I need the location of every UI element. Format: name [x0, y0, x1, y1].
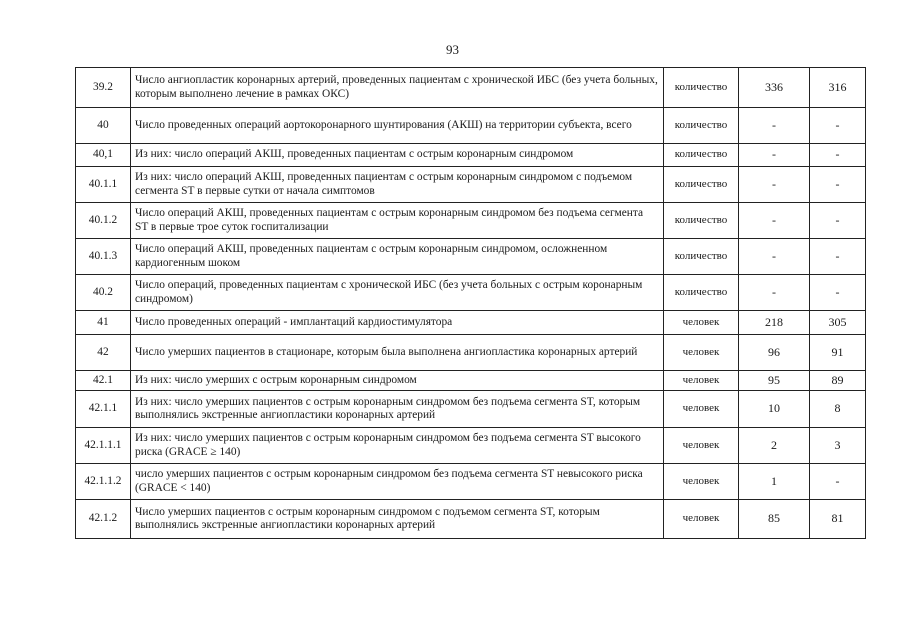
row-description-cell: Число операций АКШ, проведенных пациентам с острым коронарным синдромом, осложненном кардиогенным шоком — [131, 239, 664, 275]
row-description-cell: Число операций, проведенных пациентам с хронической ИБС (без учета больных с острым коронарным синдромом) — [131, 275, 664, 311]
row-description-cell: Из них: число умерших с острым коронарным синдромом — [131, 371, 664, 391]
table-row — [76, 500, 866, 539]
row-value-2-cell: 3 — [810, 428, 866, 464]
row-value-1-cell: 96 — [739, 335, 810, 371]
row-value-1-cell: - — [739, 239, 810, 275]
row-number-cell: 40.1.1 — [76, 167, 131, 203]
row-description-cell: Из них: число операций АКШ, проведенных пациентам с острым коронарным синдромом с подъемом сегмента ST в первые сутки от начала симптомов — [131, 167, 664, 203]
row-value-1-cell: - — [739, 144, 810, 167]
table-row — [76, 68, 866, 108]
row-value-2-cell: - — [810, 203, 866, 239]
row-value-1-cell: 85 — [739, 500, 810, 539]
row-unit-cell: человек — [664, 311, 739, 335]
row-value-2-cell: - — [810, 239, 866, 275]
row-number-cell: 42 — [76, 335, 131, 371]
table-row — [76, 203, 866, 239]
row-value-1-cell: 95 — [739, 371, 810, 391]
table-body — [76, 68, 866, 539]
row-number-cell: 40.1.2 — [76, 203, 131, 239]
row-value-1-cell: 1 — [739, 464, 810, 500]
row-value-1-cell: 2 — [739, 428, 810, 464]
table-row — [76, 167, 866, 203]
row-description-cell: Из них: число умерших пациентов с острым коронарным синдромом без подъема сегмента ST высокого риска (GRACE ≥ 140) — [131, 428, 664, 464]
row-number-cell: 41 — [76, 311, 131, 335]
row-unit-cell: количество — [664, 275, 739, 311]
row-value-2-cell: - — [810, 108, 866, 144]
table-row — [76, 239, 866, 275]
table-row — [76, 144, 866, 167]
row-unit-cell: человек — [664, 335, 739, 371]
row-number-cell: 40.1.3 — [76, 239, 131, 275]
row-value-1-cell: 10 — [739, 391, 810, 428]
row-value-2-cell: - — [810, 275, 866, 311]
row-value-2-cell: 89 — [810, 371, 866, 391]
row-description-cell: Из них: число операций АКШ, проведенных пациентам с острым коронарным синдромом — [131, 144, 664, 167]
row-unit-cell: количество — [664, 167, 739, 203]
row-number-cell: 42.1.2 — [76, 500, 131, 539]
row-description-cell: Число проведенных операций аортокоронарного шунтирования (АКШ) на территории субъекта, всего — [131, 108, 664, 144]
row-description-cell: Число ангиопластик коронарных артерий, проведенных пациентам с хронической ИБС (без учета больных, которым выполнено лечение в рамках ОКС) — [131, 68, 664, 108]
row-description-cell: Из них: число умерших пациентов с острым коронарным синдромом без подъема сегмента ST, которым выполнялись экстренные ангиопластики коронарных артерий — [131, 391, 664, 428]
row-value-2-cell: 81 — [810, 500, 866, 539]
row-number-cell: 40,1 — [76, 144, 131, 167]
row-value-2-cell: 8 — [810, 391, 866, 428]
row-unit-cell: человек — [664, 464, 739, 500]
row-unit-cell: человек — [664, 371, 739, 391]
row-unit-cell: человек — [664, 500, 739, 539]
row-number-cell: 40 — [76, 108, 131, 144]
row-value-1-cell: - — [739, 167, 810, 203]
row-value-1-cell: - — [739, 203, 810, 239]
indicators-table — [75, 67, 866, 539]
row-unit-cell: количество — [664, 239, 739, 275]
row-number-cell: 42.1.1.2 — [76, 464, 131, 500]
row-number-cell: 42.1.1.1 — [76, 428, 131, 464]
row-unit-cell: количество — [664, 68, 739, 108]
row-value-2-cell: - — [810, 464, 866, 500]
row-description-cell: Число умерших пациентов с острым коронарным синдромом с подъемом сегмента ST, которым выполнялись экстренные ангиопластики коронарных артерий — [131, 500, 664, 539]
row-description-cell: Число операций АКШ, проведенных пациентам с острым коронарным синдромом без подъема сегмента ST в первые трое суток госпитализации — [131, 203, 664, 239]
table-row — [76, 464, 866, 500]
table-row — [76, 428, 866, 464]
table-row — [76, 371, 866, 391]
row-description-cell: Число проведенных операций - имплантаций кардиостимулятора — [131, 311, 664, 335]
row-description-cell: Число умерших пациентов в стационаре, которым была выполнена ангиопластика коронарных артерий — [131, 335, 664, 371]
row-value-2-cell: - — [810, 144, 866, 167]
row-value-1-cell: - — [739, 275, 810, 311]
row-number-cell: 39.2 — [76, 68, 131, 108]
row-number-cell: 40.2 — [76, 275, 131, 311]
row-value-2-cell: 91 — [810, 335, 866, 371]
table-row — [76, 335, 866, 371]
row-value-2-cell: - — [810, 167, 866, 203]
table-row — [76, 311, 866, 335]
row-unit-cell: человек — [664, 391, 739, 428]
row-number-cell: 42.1.1 — [76, 391, 131, 428]
row-value-2-cell: 316 — [810, 68, 866, 108]
row-value-1-cell: 218 — [739, 311, 810, 335]
row-unit-cell: количество — [664, 108, 739, 144]
row-value-1-cell: - — [739, 108, 810, 144]
table-row — [76, 108, 866, 144]
row-unit-cell: человек — [664, 428, 739, 464]
row-value-2-cell: 305 — [810, 311, 866, 335]
page-number: 93 — [446, 42, 459, 57]
row-number-cell: 42.1 — [76, 371, 131, 391]
row-value-1-cell: 336 — [739, 68, 810, 108]
row-unit-cell: количество — [664, 144, 739, 167]
table-row — [76, 275, 866, 311]
row-unit-cell: количество — [664, 203, 739, 239]
table-row — [76, 391, 866, 428]
row-description-cell: число умерших пациентов с острым коронарным синдромом без подъема сегмента ST невысокого риска (GRACE < 140) — [131, 464, 664, 500]
